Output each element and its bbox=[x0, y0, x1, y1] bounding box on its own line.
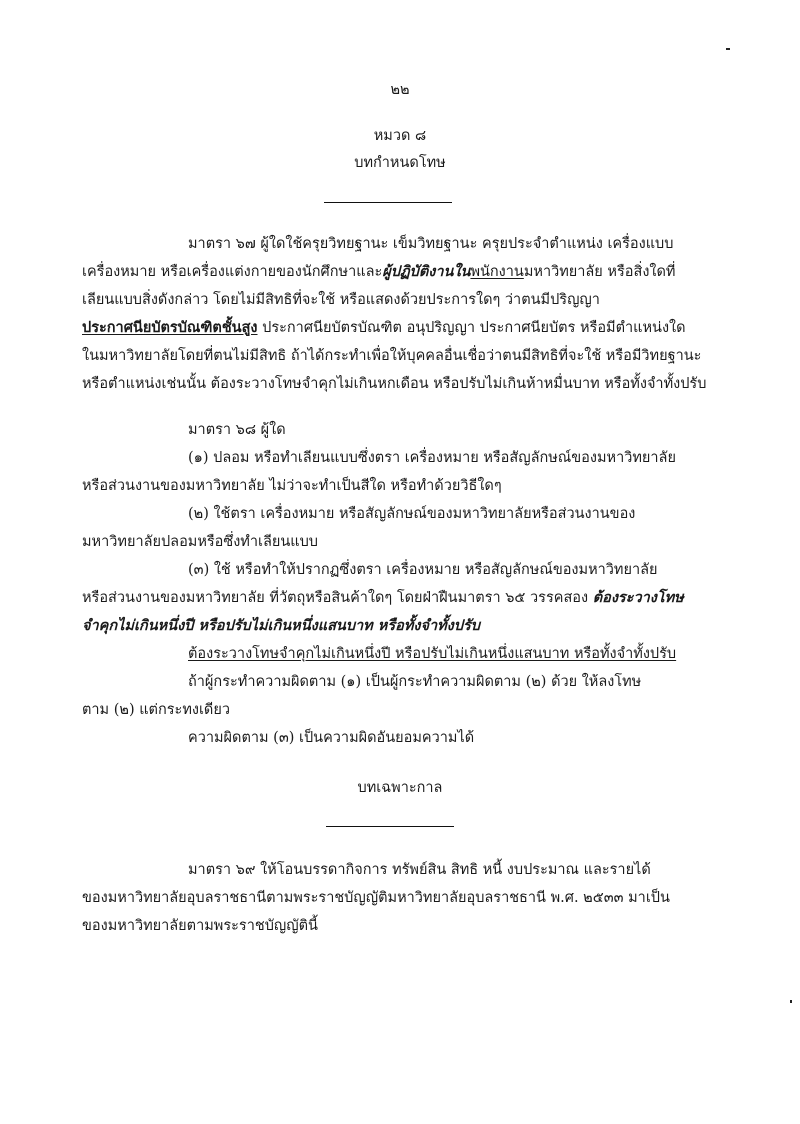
s67-line-5: ในมหาวิทยาลัยโดยที่ตนไม่มีสิทธิ ถ้าได้กระทำเพื่อให้บุคคลอื่นเชื่อว่าตนมีสิทธิที่จะใช้ หรือมีวิทยฐานะ bbox=[82, 348, 702, 364]
s68-item-3-line-2-text: หรือส่วนงานของมหาวิทยาลัย ที่วัตถุหรือสินค้าใดๆ โดยฝ่าฝืนมาตรา ๖๕ วรรคสอง bbox=[82, 590, 593, 606]
transitory-title: บทเฉพาะกาล bbox=[357, 780, 443, 796]
s67-line-4-text-b: ประกาศนียบัตรบัณฑิต อนุปริญญา ประกาศนียบัตร หรือมีตำแหน่งใด bbox=[257, 320, 686, 336]
s67-line-1: มาตรา ๖๗ ผู้ใดใช้ครุยวิทยฐานะ เข็มวิทยฐานะ ครุยประจำตำแหน่ง เครื่องแบบ bbox=[188, 236, 674, 252]
s69-line-2: ของมหาวิทยาลัยอุบลราชธานีตามพระราชบัญญัติมหาวิทยาลัยอุบลราชธานี พ.ศ. ๒๕๓๓ มาเป็น bbox=[82, 890, 670, 906]
chapter-title: บทกำหนดโทษ bbox=[354, 155, 446, 171]
transitory-divider bbox=[326, 826, 454, 827]
s69-line-3: ของมหาวิทยาลัยตามพระราชบัญญัตินี้ bbox=[82, 918, 318, 934]
s67-line-2-text-d: มหาวิทยาลัย หรือสิ่งใดที่ bbox=[523, 264, 676, 280]
s68-item-3-line-1: (๓) ใช้ หรือทำให้ปรากฏซึ่งตรา เครื่องหมาย หรือสัญลักษณ์ของมหาวิทยาลัย bbox=[188, 562, 658, 578]
s67-line-2 bbox=[82, 262, 675, 282]
chapter-divider bbox=[324, 202, 452, 203]
s68-item-2-line-2: มหาวิทยาลัยปลอมหรือซึ่งทำเลียนแบบ bbox=[82, 534, 319, 550]
s68-struck-penalty-start: ต้องระวางโทษ bbox=[592, 589, 684, 606]
s68-item-3-line-2 bbox=[82, 588, 684, 608]
s67-amended-text: ประกาศนียบัตรบัณฑิตชั้นสูง bbox=[82, 319, 258, 336]
s68-paragraph-2-line-1: ถ้าผู้กระทำความผิดตาม (๑) เป็นผู้กระทำความผิดตาม (๒) ด้วย ให้ลงโทษ bbox=[188, 674, 642, 690]
s67-line-6: หรือตำแหน่งเช่นนั้น ต้องระวางโทษจำคุกไม่เกินหกเดือน หรือปรับไม่เกินห้าหมื่นบาท หรือทั้งจำทั้งปรับ bbox=[82, 376, 707, 392]
s69-line-1: มาตรา ๖๙ ให้โอนบรรดากิจการ ทรัพย์สิน สิทธิ หนี้ งบประมาณ และรายได้ bbox=[188, 862, 651, 878]
s68-heading: มาตรา ๖๘ ผู้ใด bbox=[188, 422, 286, 438]
scan-mark bbox=[790, 1000, 792, 1003]
s67-inserted-text: ผู้ปฏิบัติงานใน bbox=[382, 263, 471, 280]
s68-item-1-line-2: หรือส่วนงานของมหาวิทยาลัย ไม่ว่าจะทำเป็นสีใด หรือทำด้วยวิธีใดๆ bbox=[82, 478, 502, 494]
s68-paragraph-3: ความผิดตาม (๓) เป็นความผิดอันยอมความได้ bbox=[188, 730, 475, 746]
scan-mark bbox=[726, 48, 730, 50]
s67-line-3: เลียนแบบสิ่งดังกล่าว โดยไม่มีสิทธิที่จะใช้ หรือแสดงด้วยประการใดๆ ว่าตนมีปริญญา bbox=[82, 292, 600, 308]
s67-underlined-text: พนักงาน bbox=[470, 264, 524, 280]
s68-paragraph-2-line-2: ตาม (๒) แต่กระทงเดียว bbox=[82, 702, 230, 718]
page-number: ๒๒ bbox=[390, 82, 410, 98]
s68-amended-penalty-line: ต้องระวางโทษจำคุกไม่เกินหนึ่งปี หรือปรับไม่เกินหนึ่งแสนบาท หรือทั้งจำทั้งปรับ bbox=[188, 646, 677, 662]
s68-item-1-line-1: (๑) ปลอม หรือทำเลียนแบบซึ่งตรา เครื่องหมาย หรือสัญลักษณ์ของมหาวิทยาลัย bbox=[188, 450, 676, 466]
chapter-heading: หมวด ๘ bbox=[373, 128, 427, 144]
s68-item-2-line-1: (๒) ใช้ตรา เครื่องหมาย หรือสัญลักษณ์ของมหาวิทยาลัยหรือส่วนงานของ bbox=[188, 506, 636, 522]
s67-line-2-text-a: เครื่องหมาย หรือเครื่องแต่งกายของนักศึกษาและ bbox=[82, 264, 383, 280]
s67-line-4 bbox=[82, 318, 686, 338]
s68-struck-penalty-line: จำคุกไม่เกินหนึ่งปี หรือปรับไม่เกินหนึ่งแสนบาท หรือทั้งจำทั้งปรับ bbox=[82, 617, 480, 634]
